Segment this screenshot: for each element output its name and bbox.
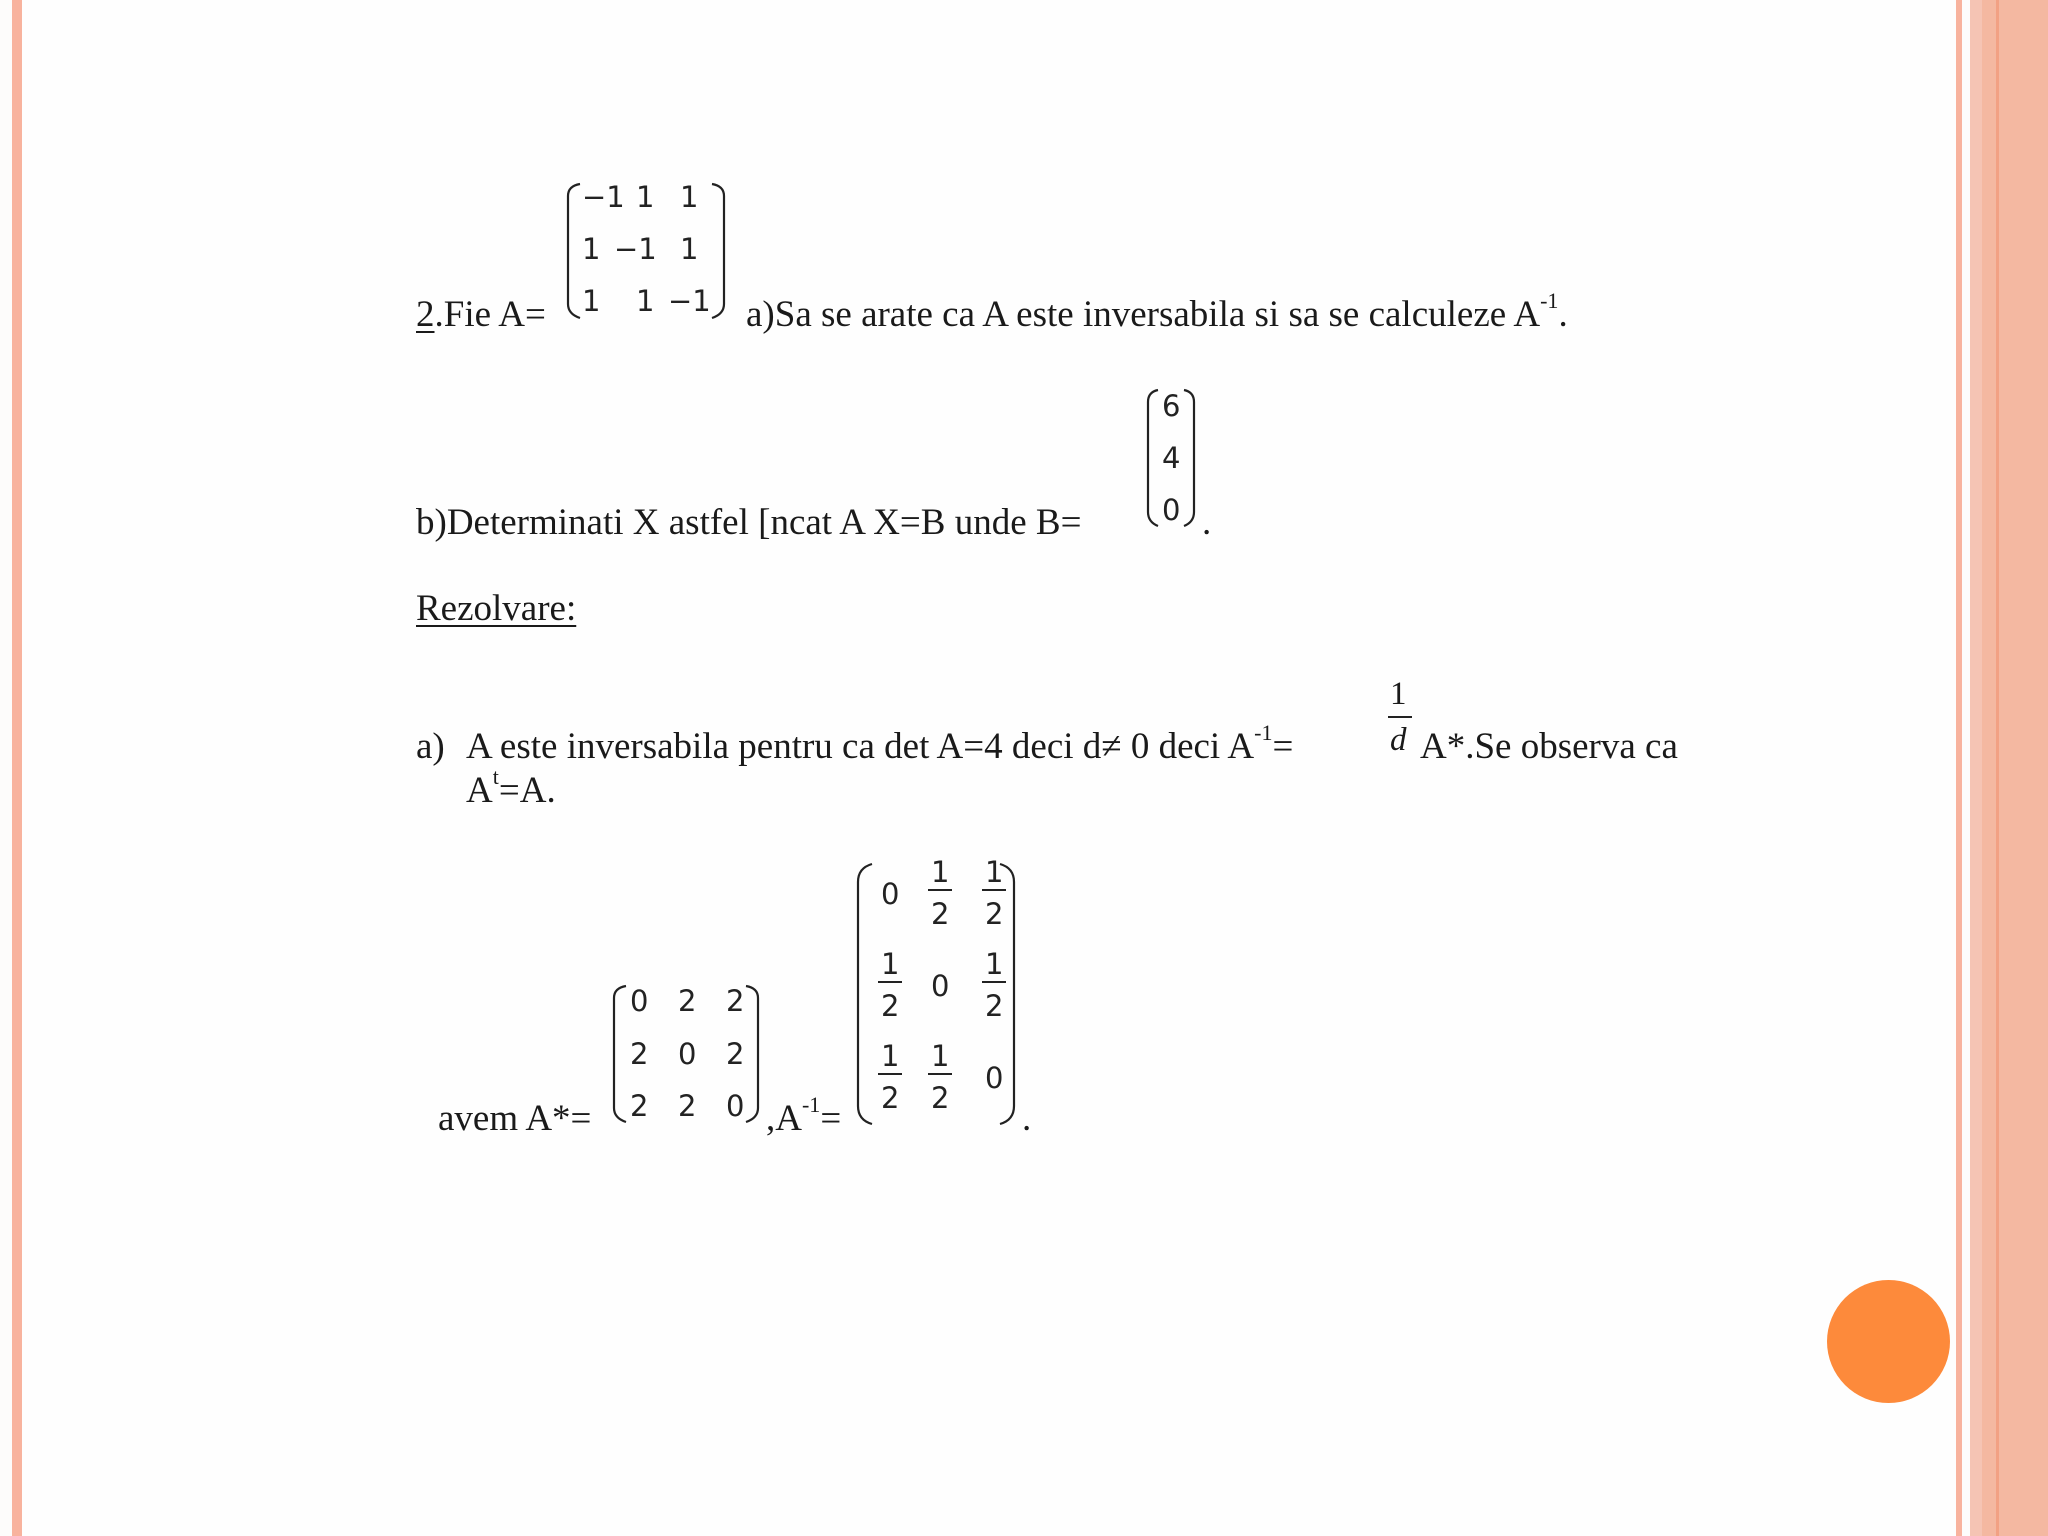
matrix-adjugate-cell: 2: [630, 1089, 649, 1123]
matrix-adjugate-cell: 2: [726, 984, 745, 1018]
matrix-adjugate: [612, 978, 762, 1130]
matrix-a-cell: 1: [582, 232, 601, 266]
slide-canvas: [22, 0, 1956, 1536]
fraction-denominator: d: [1390, 722, 1407, 758]
fraction-numerator: 1: [931, 1039, 950, 1073]
slide-frame-left: [12, 0, 22, 1536]
matrix-adjugate-cell: 2: [678, 1089, 697, 1123]
matrix-b-cell: 6: [1162, 389, 1181, 423]
problem-number: 2: [416, 294, 435, 335]
fraction-denominator: 2: [931, 1081, 950, 1115]
fraction-denominator: 2: [985, 897, 1004, 931]
matrix-b-right-bracket: [1184, 390, 1194, 526]
matrix-a-cell: 1: [680, 232, 699, 266]
matrix-inverse: [856, 856, 1016, 1132]
matrix-a-cell: 1: [636, 180, 655, 214]
part-a-text: a)Sa se arate ca A este inversabila si sa se calculeze A: [746, 294, 1541, 335]
problem-intro: [416, 296, 546, 333]
matrix-inverse-cell: 0: [985, 1061, 1004, 1095]
matrix-a-cell: −1: [582, 180, 625, 214]
solution-a-line2: [466, 764, 556, 811]
part-a-superscript: -1: [1540, 288, 1559, 313]
matrix-inverse-cell: 0: [881, 877, 900, 911]
matrix-a: [566, 176, 726, 326]
matrix-a-cell: −1: [614, 232, 657, 266]
matrix-adjugate-cell: 2: [630, 1037, 649, 1071]
fraction-numerator: 1: [881, 947, 900, 981]
matrix-adjugate-cell: 2: [678, 984, 697, 1018]
matrix-adjugate-right-bracket: [746, 986, 758, 1122]
fraction-numerator: 1: [1390, 676, 1407, 712]
accent-circle: [1827, 1280, 1950, 1403]
solution-a-text-continued: A*.Se observa ca: [1420, 726, 1678, 767]
part-a-statement: [746, 288, 1568, 335]
fraction-denominator: 2: [881, 1081, 900, 1115]
fraction-numerator: 1: [931, 855, 950, 889]
part-b-statement: [416, 504, 1081, 541]
slide-frame-right-panel: [1982, 0, 2048, 1536]
matrix-adjugate-cell: 2: [726, 1037, 745, 1071]
part-b-end: .: [1202, 502, 1212, 543]
fraction-numerator: 1: [881, 1039, 900, 1073]
matrix-adjugate-cell: 0: [726, 1089, 745, 1123]
matrix-a-cell: 1: [636, 284, 655, 318]
slide-frame-right-line: [1956, 0, 1962, 1536]
solution-a-text: A este inversabila pentru ca det A=4 deci d≠ 0 deci A: [466, 726, 1255, 767]
fraction-numerator: 1: [985, 947, 1004, 981]
inverse-label-text: ,A: [766, 1098, 802, 1139]
solution-a-superscript: -1: [1254, 720, 1273, 745]
problem-intro-text: .Fie A=: [434, 294, 546, 335]
matrix-a-cell: 1: [680, 180, 699, 214]
matrix-a-right-bracket: [712, 184, 724, 318]
adjugate-label: avem A*=: [438, 1098, 592, 1139]
slide-frame-right-band: [1970, 0, 1982, 1536]
fraction-numerator: 1: [985, 855, 1004, 889]
solution-a2-text: A: [466, 770, 493, 811]
fraction-denominator: 2: [931, 897, 950, 931]
inverse-end: .: [1022, 1098, 1032, 1139]
fraction-denominator: 2: [985, 989, 1004, 1023]
inverse-label-superscript: -1: [801, 1092, 821, 1117]
matrix-b-cell: 0: [1162, 493, 1181, 527]
inverse-label: [766, 1092, 842, 1139]
matrix-adjugate-left-bracket: [614, 986, 626, 1122]
part-b-text: b)Determinati X astfel [ncat A X=B unde B=: [416, 502, 1082, 543]
matrix-b-cell: 4: [1162, 441, 1181, 475]
matrix-a-left-bracket: [568, 184, 580, 318]
matrix-a-cell: −1: [668, 284, 711, 318]
matrix-inverse-left-bracket: [858, 864, 872, 1124]
matrix-adjugate-cell: 0: [630, 984, 649, 1018]
inverse-label-equals: =: [820, 1098, 842, 1139]
solution-heading: Rezolvare:: [416, 588, 577, 629]
fraction-bar: [1388, 716, 1412, 718]
slide-frame-right-stripe: [1996, 0, 1999, 1536]
solution-a2-end: =A.: [498, 770, 556, 811]
solution-a-equals: =: [1272, 726, 1294, 767]
matrix-a-cell: 1: [582, 284, 601, 318]
matrix-b: [1146, 382, 1196, 532]
solution-a-line: [466, 720, 1294, 767]
matrix-b-left-bracket: [1148, 390, 1158, 526]
solution-a-prefix: a): [416, 726, 445, 767]
fraction-denominator: 2: [881, 989, 900, 1023]
part-a-end: .: [1558, 294, 1568, 335]
matrix-adjugate-cell: 0: [678, 1037, 697, 1071]
solution-a2-superscript: t: [492, 764, 499, 789]
matrix-inverse-cell: 0: [931, 969, 950, 1003]
